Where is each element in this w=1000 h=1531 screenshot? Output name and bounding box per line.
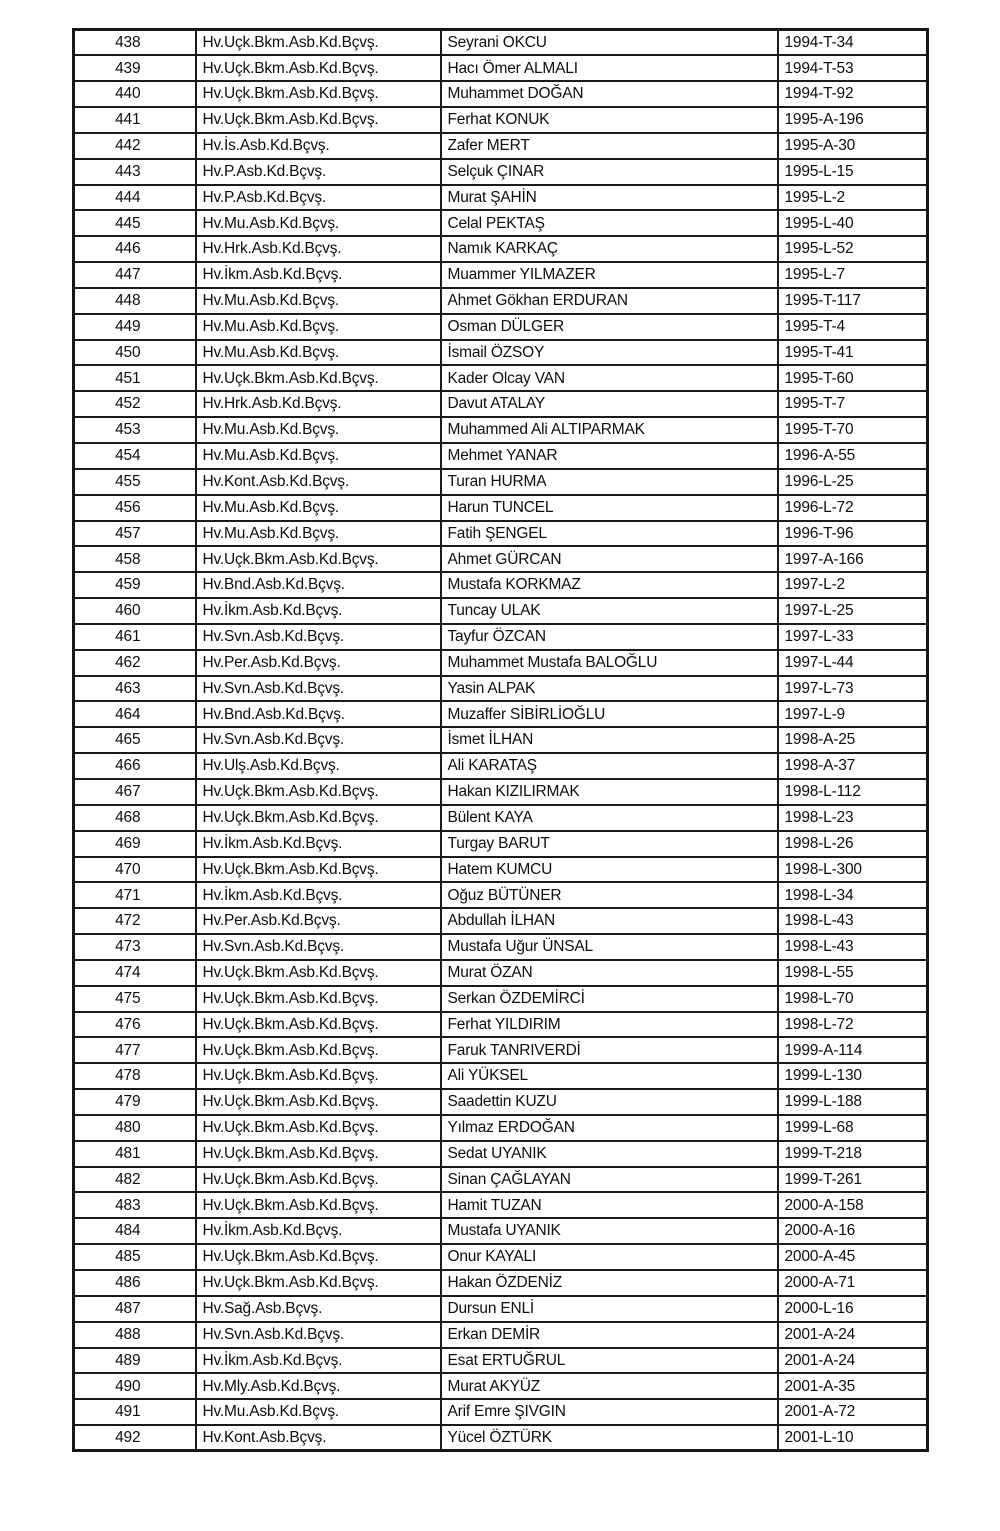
rank-cell: Hv.Ulş.Asb.Kd.Bçvş. <box>196 753 441 779</box>
row-number-cell: 445 <box>74 210 196 236</box>
row-number-cell: 471 <box>74 882 196 908</box>
table-row <box>74 55 928 81</box>
class-number-cell: 1998-L-70 <box>778 986 928 1012</box>
full-name-cell: Ferhat KONUK <box>441 107 778 133</box>
row-number-cell: 455 <box>74 469 196 495</box>
class-number-cell: 1995-L-52 <box>778 236 928 262</box>
table-row <box>74 727 928 753</box>
table-row <box>74 1167 928 1193</box>
row-number-cell: 473 <box>74 934 196 960</box>
row-number-cell: 470 <box>74 857 196 883</box>
full-name-cell: Fatih ŞENGEL <box>441 521 778 547</box>
class-number-cell: 2001-A-24 <box>778 1322 928 1348</box>
full-name-cell: Muhammet DOĞAN <box>441 81 778 107</box>
table-row <box>74 882 928 908</box>
rank-cell: Hv.Uçk.Bkm.Asb.Kd.Bçvş. <box>196 1244 441 1270</box>
full-name-cell: Serkan ÖZDEMİRCİ <box>441 986 778 1012</box>
row-number-cell: 485 <box>74 1244 196 1270</box>
class-number-cell: 1995-T-4 <box>778 314 928 340</box>
table-row <box>74 159 928 185</box>
rank-cell: Hv.Mu.Asb.Kd.Bçvş. <box>196 521 441 547</box>
row-number-cell: 489 <box>74 1348 196 1374</box>
rank-cell: Hv.Mu.Asb.Kd.Bçvş. <box>196 495 441 521</box>
row-number-cell: 482 <box>74 1167 196 1193</box>
class-number-cell: 2001-A-72 <box>778 1399 928 1425</box>
class-number-cell: 1998-L-43 <box>778 908 928 934</box>
rank-cell: Hv.Bnd.Asb.Kd.Bçvş. <box>196 701 441 727</box>
rank-cell: Hv.Uçk.Bkm.Asb.Kd.Bçvş. <box>196 81 441 107</box>
rank-cell: Hv.Sağ.Asb.Bçvş. <box>196 1296 441 1322</box>
rank-cell: Hv.Hrk.Asb.Kd.Bçvş. <box>196 391 441 417</box>
class-number-cell: 1995-T-60 <box>778 365 928 391</box>
rank-cell: Hv.Uçk.Bkm.Asb.Kd.Bçvş. <box>196 1012 441 1038</box>
class-number-cell: 2001-L-10 <box>778 1425 928 1451</box>
full-name-cell: Ali KARATAŞ <box>441 753 778 779</box>
rank-cell: Hv.Per.Asb.Kd.Bçvş. <box>196 650 441 676</box>
row-number-cell: 454 <box>74 443 196 469</box>
table-row <box>74 934 928 960</box>
class-number-cell: 1997-L-9 <box>778 701 928 727</box>
row-number-cell: 469 <box>74 831 196 857</box>
row-number-cell: 484 <box>74 1218 196 1244</box>
row-number-cell: 464 <box>74 701 196 727</box>
rank-cell: Hv.Uçk.Bkm.Asb.Kd.Bçvş. <box>196 546 441 572</box>
class-number-cell: 1997-L-2 <box>778 572 928 598</box>
row-number-cell: 460 <box>74 598 196 624</box>
class-number-cell: 1999-L-68 <box>778 1115 928 1141</box>
full-name-cell: İsmail ÖZSOY <box>441 340 778 366</box>
full-name-cell: Oğuz BÜTÜNER <box>441 882 778 908</box>
full-name-cell: Yücel ÖZTÜRK <box>441 1425 778 1451</box>
row-number-cell: 472 <box>74 908 196 934</box>
row-number-cell: 461 <box>74 624 196 650</box>
table-row <box>74 340 928 366</box>
row-number-cell: 459 <box>74 572 196 598</box>
full-name-cell: Saadettin KUZU <box>441 1089 778 1115</box>
row-number-cell: 439 <box>74 55 196 81</box>
rank-cell: Hv.Bnd.Asb.Kd.Bçvş. <box>196 572 441 598</box>
full-name-cell: Selçuk ÇINAR <box>441 159 778 185</box>
rank-cell: Hv.İkm.Asb.Kd.Bçvş. <box>196 1348 441 1374</box>
table-row <box>74 1244 928 1270</box>
rank-cell: Hv.Uçk.Bkm.Asb.Kd.Bçvş. <box>196 805 441 831</box>
class-number-cell: 1999-T-218 <box>778 1141 928 1167</box>
table-row <box>74 546 928 572</box>
class-number-cell: 1998-L-26 <box>778 831 928 857</box>
table-row <box>74 1012 928 1038</box>
table-row <box>74 701 928 727</box>
rank-cell: Hv.Mu.Asb.Kd.Bçvş. <box>196 417 441 443</box>
table-row <box>74 779 928 805</box>
class-number-cell: 1995-T-70 <box>778 417 928 443</box>
class-number-cell: 1998-L-34 <box>778 882 928 908</box>
full-name-cell: Harun TUNCEL <box>441 495 778 521</box>
rank-cell: Hv.Svn.Asb.Kd.Bçvş. <box>196 624 441 650</box>
rank-cell: Hv.Uçk.Bkm.Asb.Kd.Bçvş. <box>196 1037 441 1063</box>
table-row <box>74 753 928 779</box>
table-row <box>74 986 928 1012</box>
table-row <box>74 262 928 288</box>
class-number-cell: 1994-T-34 <box>778 30 928 56</box>
class-number-cell: 1998-L-43 <box>778 934 928 960</box>
full-name-cell: Mustafa Uğur ÜNSAL <box>441 934 778 960</box>
rank-cell: Hv.İkm.Asb.Kd.Bçvş. <box>196 882 441 908</box>
table-row <box>74 624 928 650</box>
personnel-table-body <box>74 30 928 1451</box>
row-number-cell: 448 <box>74 288 196 314</box>
table-row <box>74 1348 928 1374</box>
rank-cell: Hv.Kont.Asb.Bçvş. <box>196 1425 441 1451</box>
rank-cell: Hv.Mu.Asb.Kd.Bçvş. <box>196 314 441 340</box>
table-row <box>74 210 928 236</box>
class-number-cell: 1999-L-188 <box>778 1089 928 1115</box>
table-row <box>74 805 928 831</box>
row-number-cell: 474 <box>74 960 196 986</box>
row-number-cell: 492 <box>74 1425 196 1451</box>
row-number-cell: 447 <box>74 262 196 288</box>
full-name-cell: Turan HURMA <box>441 469 778 495</box>
row-number-cell: 451 <box>74 365 196 391</box>
class-number-cell: 2000-A-45 <box>778 1244 928 1270</box>
rank-cell: Hv.Svn.Asb.Kd.Bçvş. <box>196 676 441 702</box>
class-number-cell: 1999-A-114 <box>778 1037 928 1063</box>
table-row <box>74 1141 928 1167</box>
class-number-cell: 1997-L-44 <box>778 650 928 676</box>
row-number-cell: 479 <box>74 1089 196 1115</box>
table-row <box>74 236 928 262</box>
row-number-cell: 443 <box>74 159 196 185</box>
rank-cell: Hv.Mu.Asb.Kd.Bçvş. <box>196 288 441 314</box>
full-name-cell: Osman DÜLGER <box>441 314 778 340</box>
rank-cell: Hv.Mu.Asb.Kd.Bçvş. <box>196 340 441 366</box>
class-number-cell: 1997-A-166 <box>778 546 928 572</box>
table-row <box>74 133 928 159</box>
row-number-cell: 486 <box>74 1270 196 1296</box>
class-number-cell: 2000-A-158 <box>778 1192 928 1218</box>
row-number-cell: 466 <box>74 753 196 779</box>
full-name-cell: İsmet İLHAN <box>441 727 778 753</box>
row-number-cell: 481 <box>74 1141 196 1167</box>
rank-cell: Hv.Uçk.Bkm.Asb.Kd.Bçvş. <box>196 1270 441 1296</box>
table-row <box>74 1373 928 1399</box>
class-number-cell: 1998-L-55 <box>778 960 928 986</box>
rank-cell: Hv.Uçk.Bkm.Asb.Kd.Bçvş. <box>196 1192 441 1218</box>
class-number-cell: 1995-L-7 <box>778 262 928 288</box>
full-name-cell: Sedat UYANIK <box>441 1141 778 1167</box>
table-row <box>74 107 928 133</box>
rank-cell: Hv.Uçk.Bkm.Asb.Kd.Bçvş. <box>196 55 441 81</box>
full-name-cell: Sinan ÇAĞLAYAN <box>441 1167 778 1193</box>
class-number-cell: 1995-T-7 <box>778 391 928 417</box>
class-number-cell: 1994-T-92 <box>778 81 928 107</box>
row-number-cell: 480 <box>74 1115 196 1141</box>
class-number-cell: 1995-A-196 <box>778 107 928 133</box>
table-row <box>74 1322 928 1348</box>
table-row <box>74 1296 928 1322</box>
personnel-roster-table <box>72 28 929 1452</box>
class-number-cell: 1998-L-23 <box>778 805 928 831</box>
full-name-cell: Esat ERTUĞRUL <box>441 1348 778 1374</box>
row-number-cell: 457 <box>74 521 196 547</box>
row-number-cell: 491 <box>74 1399 196 1425</box>
row-number-cell: 456 <box>74 495 196 521</box>
table-row <box>74 1425 928 1451</box>
table-row <box>74 960 928 986</box>
class-number-cell: 1998-A-25 <box>778 727 928 753</box>
full-name-cell: Muzaffer SİBİRLİOĞLU <box>441 701 778 727</box>
full-name-cell: Tuncay ULAK <box>441 598 778 624</box>
row-number-cell: 462 <box>74 650 196 676</box>
table-row <box>74 417 928 443</box>
row-number-cell: 490 <box>74 1373 196 1399</box>
row-number-cell: 475 <box>74 986 196 1012</box>
table-row <box>74 1399 928 1425</box>
class-number-cell: 2001-A-35 <box>778 1373 928 1399</box>
row-number-cell: 444 <box>74 185 196 211</box>
table-row <box>74 1063 928 1089</box>
table-row <box>74 676 928 702</box>
class-number-cell: 1995-T-117 <box>778 288 928 314</box>
class-number-cell: 1997-L-73 <box>778 676 928 702</box>
table-row <box>74 1089 928 1115</box>
full-name-cell: Faruk TANRIVERDİ <box>441 1037 778 1063</box>
full-name-cell: Murat AKYÜZ <box>441 1373 778 1399</box>
table-row <box>74 391 928 417</box>
full-name-cell: Hacı Ömer ALMALI <box>441 55 778 81</box>
full-name-cell: Davut ATALAY <box>441 391 778 417</box>
table-row <box>74 831 928 857</box>
full-name-cell: Zafer MERT <box>441 133 778 159</box>
table-row <box>74 1218 928 1244</box>
row-number-cell: 453 <box>74 417 196 443</box>
class-number-cell: 1999-T-261 <box>778 1167 928 1193</box>
rank-cell: Hv.Mu.Asb.Kd.Bçvş. <box>196 443 441 469</box>
table-row <box>74 908 928 934</box>
rank-cell: Hv.Svn.Asb.Kd.Bçvş. <box>196 727 441 753</box>
rank-cell: Hv.Uçk.Bkm.Asb.Kd.Bçvş. <box>196 960 441 986</box>
row-number-cell: 438 <box>74 30 196 56</box>
class-number-cell: 2001-A-24 <box>778 1348 928 1374</box>
class-number-cell: 1995-L-15 <box>778 159 928 185</box>
rank-cell: Hv.Uçk.Bkm.Asb.Kd.Bçvş. <box>196 107 441 133</box>
table-row <box>74 650 928 676</box>
class-number-cell: 1998-A-37 <box>778 753 928 779</box>
rank-cell: Hv.P.Asb.Kd.Bçvş. <box>196 185 441 211</box>
class-number-cell: 2000-A-71 <box>778 1270 928 1296</box>
class-number-cell: 1998-L-300 <box>778 857 928 883</box>
table-row <box>74 495 928 521</box>
class-number-cell: 2000-L-16 <box>778 1296 928 1322</box>
full-name-cell: Seyrani OKCU <box>441 30 778 56</box>
full-name-cell: Murat ÖZAN <box>441 960 778 986</box>
rank-cell: Hv.İkm.Asb.Kd.Bçvş. <box>196 831 441 857</box>
table-row <box>74 521 928 547</box>
full-name-cell: Arif Emre ŞIVGIN <box>441 1399 778 1425</box>
table-row <box>74 185 928 211</box>
full-name-cell: Ali YÜKSEL <box>441 1063 778 1089</box>
class-number-cell: 1997-L-33 <box>778 624 928 650</box>
rank-cell: Hv.İkm.Asb.Kd.Bçvş. <box>196 598 441 624</box>
table-row <box>74 30 928 56</box>
rank-cell: Hv.Uçk.Bkm.Asb.Kd.Bçvş. <box>196 365 441 391</box>
full-name-cell: Kader Olcay VAN <box>441 365 778 391</box>
table-row <box>74 443 928 469</box>
class-number-cell: 1998-L-112 <box>778 779 928 805</box>
row-number-cell: 487 <box>74 1296 196 1322</box>
full-name-cell: Muhammed Ali ALTIPARMAK <box>441 417 778 443</box>
table-row <box>74 314 928 340</box>
full-name-cell: Onur KAYALI <box>441 1244 778 1270</box>
table-row <box>74 857 928 883</box>
class-number-cell: 1995-L-2 <box>778 185 928 211</box>
row-number-cell: 440 <box>74 81 196 107</box>
full-name-cell: Erkan DEMİR <box>441 1322 778 1348</box>
rank-cell: Hv.Uçk.Bkm.Asb.Kd.Bçvş. <box>196 1167 441 1193</box>
rank-cell: Hv.Uçk.Bkm.Asb.Kd.Bçvş. <box>196 986 441 1012</box>
row-number-cell: 463 <box>74 676 196 702</box>
full-name-cell: Namık KARKAÇ <box>441 236 778 262</box>
row-number-cell: 446 <box>74 236 196 262</box>
class-number-cell: 1996-L-25 <box>778 469 928 495</box>
rank-cell: Hv.Uçk.Bkm.Asb.Kd.Bçvş. <box>196 1115 441 1141</box>
class-number-cell: 1995-L-40 <box>778 210 928 236</box>
table-row <box>74 469 928 495</box>
full-name-cell: Hakan KIZILIRMAK <box>441 779 778 805</box>
table-row <box>74 365 928 391</box>
full-name-cell: Mehmet YANAR <box>441 443 778 469</box>
full-name-cell: Ahmet GÜRCAN <box>441 546 778 572</box>
rank-cell: Hv.Mu.Asb.Kd.Bçvş. <box>196 1399 441 1425</box>
class-number-cell: 2000-A-16 <box>778 1218 928 1244</box>
full-name-cell: Celal PEKTAŞ <box>441 210 778 236</box>
rank-cell: Hv.Hrk.Asb.Kd.Bçvş. <box>196 236 441 262</box>
row-number-cell: 468 <box>74 805 196 831</box>
row-number-cell: 450 <box>74 340 196 366</box>
full-name-cell: Dursun ENLİ <box>441 1296 778 1322</box>
class-number-cell: 1998-L-72 <box>778 1012 928 1038</box>
row-number-cell: 449 <box>74 314 196 340</box>
full-name-cell: Hatem KUMCU <box>441 857 778 883</box>
rank-cell: Hv.Mu.Asb.Kd.Bçvş. <box>196 210 441 236</box>
class-number-cell: 1995-A-30 <box>778 133 928 159</box>
class-number-cell: 1996-T-96 <box>778 521 928 547</box>
full-name-cell: Ferhat YILDIRIM <box>441 1012 778 1038</box>
full-name-cell: Muhammet Mustafa BALOĞLU <box>441 650 778 676</box>
class-number-cell: 1995-T-41 <box>778 340 928 366</box>
table-row <box>74 1192 928 1218</box>
rank-cell: Hv.Uçk.Bkm.Asb.Kd.Bçvş. <box>196 30 441 56</box>
full-name-cell: Turgay BARUT <box>441 831 778 857</box>
row-number-cell: 441 <box>74 107 196 133</box>
full-name-cell: Yasin ALPAK <box>441 676 778 702</box>
rank-cell: Hv.Kont.Asb.Kd.Bçvş. <box>196 469 441 495</box>
table-row <box>74 598 928 624</box>
rank-cell: Hv.İkm.Asb.Kd.Bçvş. <box>196 1218 441 1244</box>
full-name-cell: Hamit TUZAN <box>441 1192 778 1218</box>
rank-cell: Hv.Per.Asb.Kd.Bçvş. <box>196 908 441 934</box>
class-number-cell: 1994-T-53 <box>778 55 928 81</box>
rank-cell: Hv.Uçk.Bkm.Asb.Kd.Bçvş. <box>196 1089 441 1115</box>
row-number-cell: 465 <box>74 727 196 753</box>
row-number-cell: 476 <box>74 1012 196 1038</box>
row-number-cell: 477 <box>74 1037 196 1063</box>
rank-cell: Hv.Uçk.Bkm.Asb.Kd.Bçvş. <box>196 1141 441 1167</box>
row-number-cell: 458 <box>74 546 196 572</box>
rank-cell: Hv.İkm.Asb.Kd.Bçvş. <box>196 262 441 288</box>
rank-cell: Hv.İs.Asb.Kd.Bçvş. <box>196 133 441 159</box>
full-name-cell: Yılmaz ERDOĞAN <box>441 1115 778 1141</box>
full-name-cell: Ahmet Gökhan ERDURAN <box>441 288 778 314</box>
full-name-cell: Mustafa KORKMAZ <box>441 572 778 598</box>
table-row <box>74 1037 928 1063</box>
row-number-cell: 488 <box>74 1322 196 1348</box>
full-name-cell: Hakan ÖZDENİZ <box>441 1270 778 1296</box>
row-number-cell: 442 <box>74 133 196 159</box>
rank-cell: Hv.Svn.Asb.Kd.Bçvş. <box>196 1322 441 1348</box>
full-name-cell: Mustafa UYANIK <box>441 1218 778 1244</box>
table-row <box>74 288 928 314</box>
class-number-cell: 1996-L-72 <box>778 495 928 521</box>
rank-cell: Hv.Uçk.Bkm.Asb.Kd.Bçvş. <box>196 1063 441 1089</box>
row-number-cell: 452 <box>74 391 196 417</box>
rank-cell: Hv.Svn.Asb.Kd.Bçvş. <box>196 934 441 960</box>
table-row <box>74 1270 928 1296</box>
full-name-cell: Bülent KAYA <box>441 805 778 831</box>
full-name-cell: Tayfur ÖZCAN <box>441 624 778 650</box>
table-row <box>74 1115 928 1141</box>
rank-cell: Hv.Uçk.Bkm.Asb.Kd.Bçvş. <box>196 857 441 883</box>
rank-cell: Hv.Mly.Asb.Kd.Bçvş. <box>196 1373 441 1399</box>
full-name-cell: Murat ŞAHİN <box>441 185 778 211</box>
row-number-cell: 467 <box>74 779 196 805</box>
full-name-cell: Abdullah İLHAN <box>441 908 778 934</box>
table-row <box>74 81 928 107</box>
table-row <box>74 572 928 598</box>
rank-cell: Hv.Uçk.Bkm.Asb.Kd.Bçvş. <box>196 779 441 805</box>
row-number-cell: 478 <box>74 1063 196 1089</box>
class-number-cell: 1999-L-130 <box>778 1063 928 1089</box>
class-number-cell: 1996-A-55 <box>778 443 928 469</box>
rank-cell: Hv.P.Asb.Kd.Bçvş. <box>196 159 441 185</box>
class-number-cell: 1997-L-25 <box>778 598 928 624</box>
row-number-cell: 483 <box>74 1192 196 1218</box>
full-name-cell: Muammer YILMAZER <box>441 262 778 288</box>
